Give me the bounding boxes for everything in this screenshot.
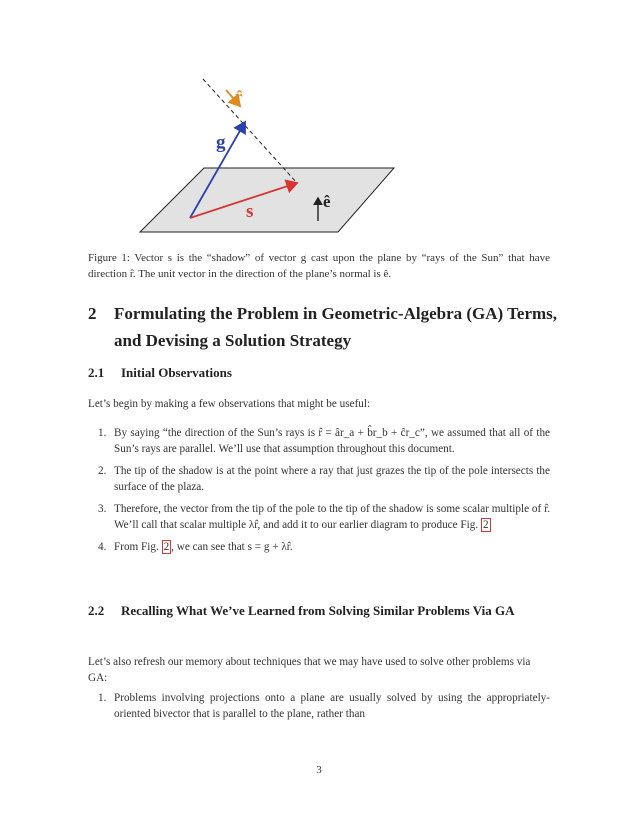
section-title: Formulating the Problem in Geometric-Algebra (GA) Terms, and Devising a Solution Strategy <box>114 304 558 350</box>
page-number: 3 <box>316 764 322 776</box>
list-item-text: Therefore, the vector from the tip of the pole to the tip of the shadow is some scalar multiple of r̂. We’ll call that scalar multiple λr̂, and add it to our earlier diagram to produce Fig. <box>114 503 550 531</box>
list-item <box>88 539 550 555</box>
subsection-title: Recalling What We’ve Learned from Solving Similar Problems Via GA <box>121 603 515 618</box>
figure-ref-link[interactable]: 2 <box>163 541 170 553</box>
list-item <box>88 501 550 533</box>
section-heading <box>88 300 558 354</box>
subsection-number: 2.2 <box>88 603 105 618</box>
subsection-title: Initial Observations <box>121 365 232 380</box>
subsection-number: 2.1 <box>88 365 105 380</box>
list-marker: 1. <box>98 427 107 439</box>
list-item <box>88 425 550 457</box>
s-label: s <box>246 201 254 222</box>
paragraph: Let’s also refresh our memory about techniques that we may have used to solve other problems via GA: <box>88 656 531 684</box>
list-marker: 3. <box>98 503 107 515</box>
techniques-list <box>88 690 550 728</box>
subsection-heading <box>88 601 558 621</box>
figure-ref-link[interactable]: 2 <box>482 519 489 531</box>
list-item <box>88 690 550 722</box>
list-item-text: , we can see that s = g + λr̂. <box>171 541 293 553</box>
ray-dashed-line <box>203 79 297 183</box>
list-item-text: The tip of the shadow is at the point where a ray that just grazes the tip of the pole intersects the surface of the plaza. <box>114 465 550 493</box>
list-marker: 1. <box>98 692 107 704</box>
list-item-text: From Fig. <box>114 541 159 553</box>
g-label: g <box>216 132 226 153</box>
figure-1-diagram <box>0 0 638 250</box>
list-item <box>88 463 550 495</box>
observations-list <box>88 425 550 561</box>
r-hat-label: r̂ <box>235 87 243 106</box>
list-item-text: Problems involving projections onto a plane are usually solved by using the appropriately-oriented bivector that is parallel to the plane, rather than <box>114 692 550 720</box>
plane-shape <box>140 168 394 232</box>
paragraph: Let’s begin by making a few observations that might be useful: <box>88 398 371 410</box>
figure-caption: Figure 1: Vector s is the “shadow” of vector g cast upon the plane by “rays of the Sun” that have direction r̂. The unit vector in the direction of the plane’s normal is ê. <box>88 252 550 280</box>
list-marker: 4. <box>98 541 107 553</box>
list-marker: 2. <box>98 465 107 477</box>
list-item-text: By saying “the direction of the Sun’s rays is r̂ = âr_a + b̂r_b + ĉr_c”, we assumed that all of the Sun’s rays are parallel. We’ll use that assumption throughout this document. <box>114 427 550 455</box>
subsection-heading <box>88 363 558 383</box>
section-number: 2 <box>88 304 97 323</box>
e-hat-label: ê <box>323 192 331 211</box>
